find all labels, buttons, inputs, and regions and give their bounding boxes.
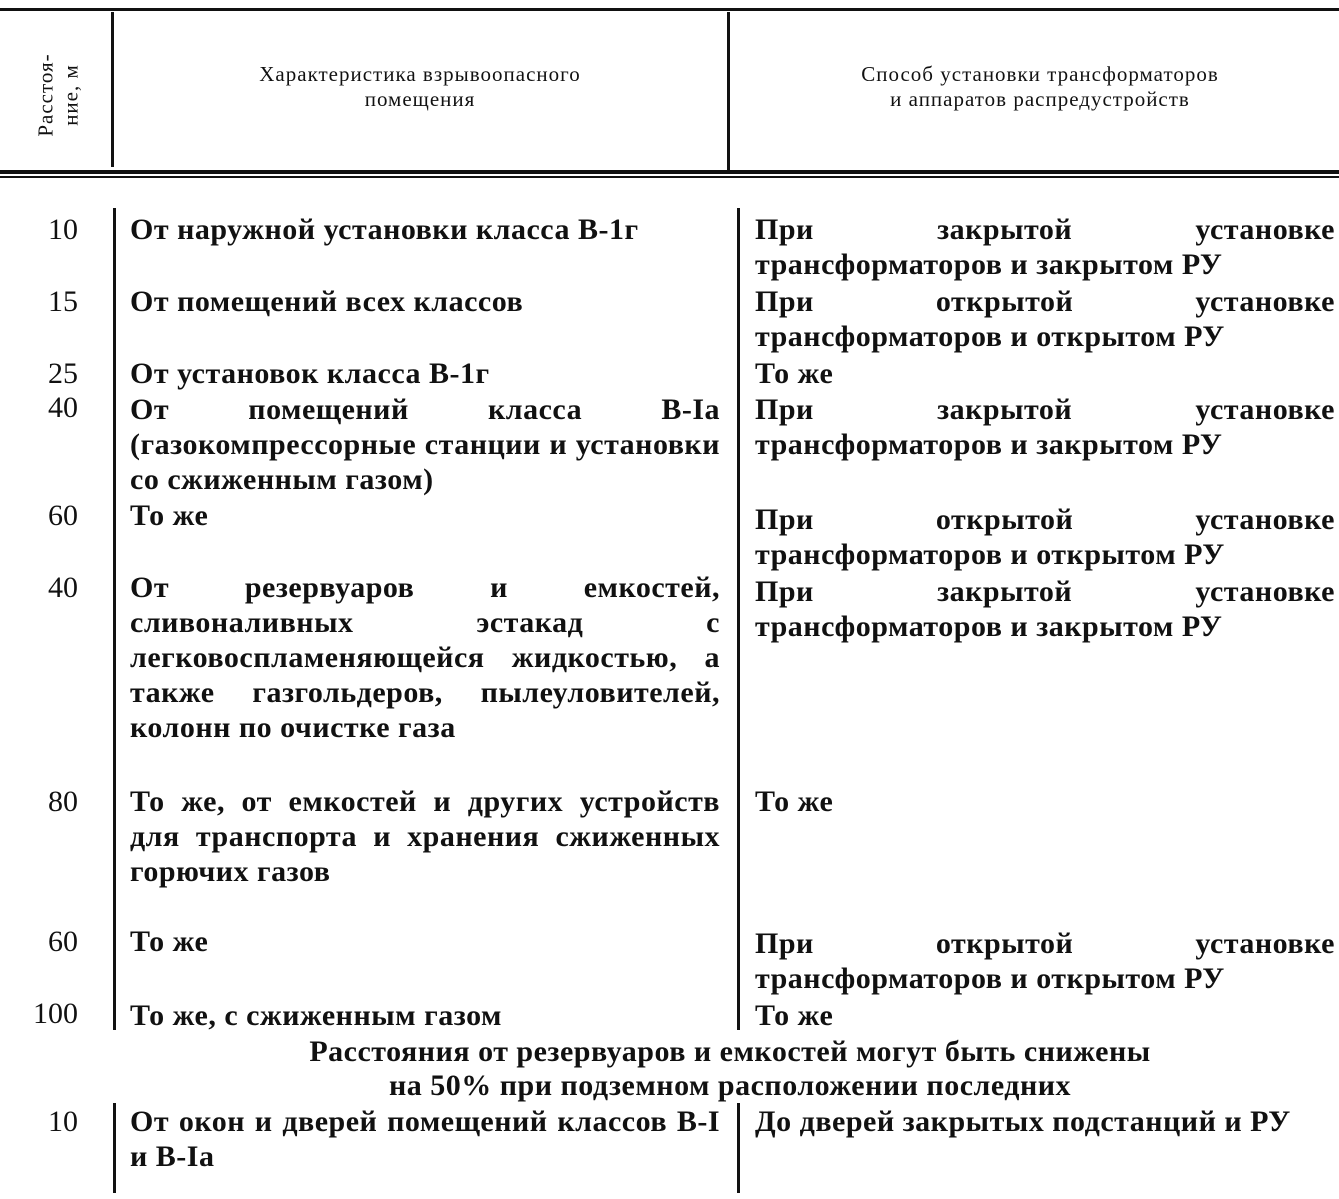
row-characteristic: То же, от емкостей и других устройств для транспорта и хранения сжиженных горючих газов bbox=[130, 785, 720, 888]
header-characteristic: Характеристика взрывоопасного помещения bbox=[259, 62, 581, 111]
header-distance-text: Расстоя- ние, м bbox=[34, 53, 84, 137]
row-method: То же bbox=[755, 999, 834, 1032]
divider-header-1 bbox=[111, 12, 114, 167]
row-distance: 80 bbox=[48, 785, 78, 818]
row-characteristic: То же bbox=[130, 499, 209, 532]
row-method: При закрытой установке трансформаторов и закрытом РУ bbox=[755, 393, 1335, 461]
row-method: При закрытой установке трансформаторов и закрытом РУ bbox=[755, 213, 1335, 281]
row-method: При открытой установке трансформаторов и открытом РУ bbox=[755, 285, 1335, 353]
divider-header-2 bbox=[727, 12, 730, 170]
row-characteristic: От установок класса В-1г bbox=[130, 357, 490, 390]
header-rule-thin bbox=[0, 176, 1339, 178]
row-method: При закрытой установке трансформаторов и закрытом РУ bbox=[755, 575, 1335, 643]
row-characteristic: То же, с сжиженным газом bbox=[130, 999, 502, 1032]
row-distance: 60 bbox=[48, 499, 78, 532]
note-line-1: Расстояния от резервуаров и емкостей могут быть снижены bbox=[309, 1035, 1151, 1068]
row-distance: 10 bbox=[48, 1105, 78, 1138]
row-characteristic: От резервуаров и емкостей, сливоналивных эстакад с легковоспламеняющейся жидкостью, а также газгольдеров, пылеуловителей, колонн по очистке газа bbox=[130, 571, 720, 744]
divider-body-2 bbox=[737, 208, 740, 1030]
row-method: То же bbox=[755, 357, 834, 390]
row-method: До дверей закрытых подстанций и РУ bbox=[755, 1105, 1291, 1138]
row-characteristic: От помещений класса В-Iа (газокомпрессорные станции и установки со сжиженным газом) bbox=[130, 393, 720, 496]
row-distance: 60 bbox=[48, 925, 78, 958]
row-distance: 100 bbox=[33, 997, 78, 1030]
row-distance: 15 bbox=[48, 285, 78, 318]
row-method: При открытой установке трансформаторов и открытом РУ bbox=[755, 503, 1335, 571]
row-characteristic: От окон и дверей помещений классов В-I и В-Iа bbox=[130, 1105, 720, 1173]
header-rule bbox=[0, 170, 1339, 174]
divider-body-1 bbox=[113, 208, 116, 1030]
row-characteristic: От помещений всех классов bbox=[130, 285, 524, 318]
row-distance: 40 bbox=[48, 571, 78, 604]
row-characteristic: То же bbox=[130, 925, 209, 958]
row-method: При открытой установке трансформаторов и открытом РУ bbox=[755, 927, 1335, 995]
row-distance: 10 bbox=[48, 213, 78, 246]
note-line-2: на 50% при подземном расположении последних bbox=[388, 1069, 1072, 1102]
divider-body-2-tail bbox=[737, 1103, 740, 1193]
row-characteristic: От наружной установки класса В-1г bbox=[130, 213, 639, 246]
row-distance: 25 bbox=[48, 357, 78, 390]
header-distance bbox=[24, 30, 94, 160]
row-distance: 40 bbox=[48, 391, 78, 424]
header-method: Способ установки трансформаторов и аппаратов распредустройств bbox=[861, 62, 1219, 111]
top-rule bbox=[0, 8, 1339, 11]
row-method: То же bbox=[755, 785, 834, 818]
divider-body-1-tail bbox=[113, 1103, 116, 1193]
